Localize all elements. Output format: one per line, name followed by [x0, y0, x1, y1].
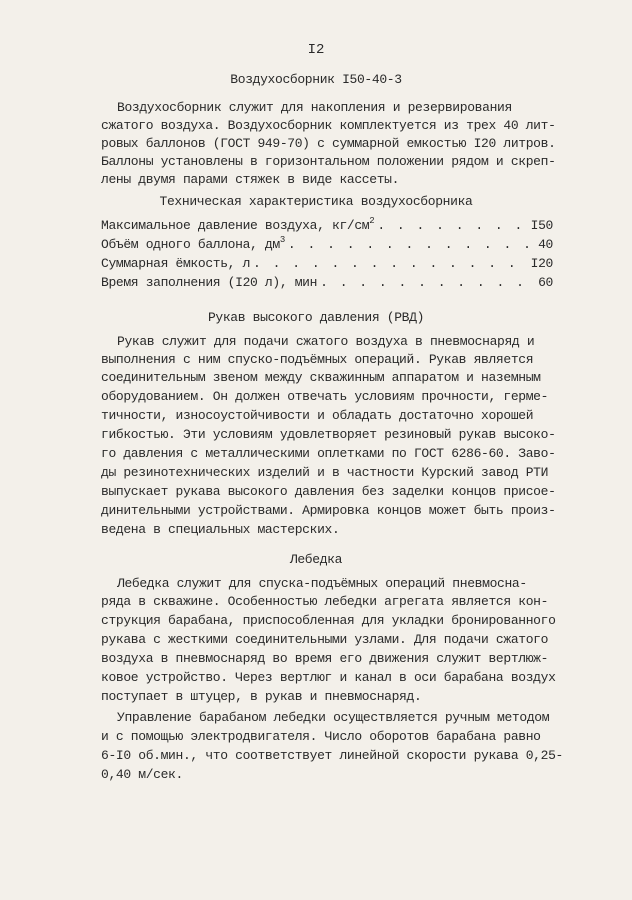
paragraph-line: ковое устройство. Через вертлюг и канал в оси барабана воздух [101, 670, 556, 685]
paragraph-line: поступает в штуцер, в рукав и пневмоснаряд. [101, 689, 422, 704]
paragraph-line: гибкостью. Эти условиям удовлетворяет резиновый рукав высоко- [101, 427, 556, 442]
paragraph-line: соединительным звеном между скважинным аппаратом и наземным [101, 370, 541, 385]
leader-dots [288, 237, 535, 253]
spec-value: 60 [538, 275, 553, 290]
spec-unit-exponent: 3 [279, 235, 285, 245]
paragraph-line: Баллоны установлены в горизонтальном положении рядом и скреп- [101, 154, 556, 169]
paragraph-line: 6-I0 об.мин., что соответствует линейной скорости рукава 0,25- [101, 748, 563, 763]
spec-value: I20 [530, 256, 553, 271]
paragraph-line: и с помощью электродвигателя. Число оборотов барабана равно [101, 729, 541, 744]
paragraph-line: лены двумя парами стяжек в виде кассеты. [101, 172, 400, 187]
section-title-winch: Лебедка [289, 552, 343, 567]
paragraph-line: Рукав служит для подачи сжатого воздуха в пневмоснаряд и [117, 334, 535, 349]
spec-value: 40 [538, 237, 553, 252]
paragraph-line: оборудованием. Он должен отвечать условиям прочности, герме- [101, 389, 549, 404]
paragraph-line: Воздухосборник служит для накопления и резервирования [117, 100, 512, 115]
paragraph-line: рукава с жесткими соединительными узлами. Для подачи сжатого [101, 632, 549, 647]
spec-row [101, 275, 553, 291]
leader-dots [320, 275, 535, 291]
section-title-high-pressure-hose: Рукав высокого давления (РВД) [207, 310, 425, 325]
paragraph-line: Управление барабаном лебедки осуществляется ручным методом [117, 710, 550, 725]
paragraph-line: го давления с металлическими оплетками по ГОСТ 6286-60. Заво- [101, 446, 556, 461]
spec-name: Суммарная ёмкость, л [101, 256, 251, 271]
paragraph-line: ровых баллонов (ГОСТ 949-70) с суммарной емкостью I20 литров. [101, 136, 556, 151]
leader-dots [377, 218, 527, 234]
spec-name: Время заполнения (I20 л), мин [101, 275, 318, 290]
paragraph-line: воздуха в пневмоснаряд во время его движения служит вертлюж- [101, 651, 549, 666]
spec-table-title: Техническая характеристика воздухосборника [159, 194, 473, 209]
spec-name: Максимальное давление воздуха, кг/см [101, 218, 370, 233]
paragraph-line: Лебедка служит для спуска-подъёмных операций пневмосна- [117, 576, 527, 591]
spec-row [101, 237, 553, 253]
section-title-air-receiver: Воздухосборник I50-40-3 [230, 72, 402, 87]
spec-row [101, 256, 553, 272]
paragraph-line: выполнения с ним спуско-подъёмных операций. Рукав является [101, 352, 534, 367]
paragraph-line: ведена в специальных мастерских. [101, 522, 340, 537]
paragraph-line: ряда в скважине. Особенностью лебедки агрегата является кон- [101, 594, 549, 609]
spec-row [101, 218, 553, 234]
paragraph-line: выпускает рукава высокого давления без заделки концов присое- [101, 484, 556, 499]
spec-unit-exponent: 2 [369, 216, 375, 226]
paragraph-line: тичности, износоустойчивости и обладать достаточно хорошей [101, 408, 534, 423]
paragraph-line: 0,40 м/сек. [101, 767, 183, 782]
paragraph-line: сжатого воздуха. Воздухосборник комплектуется из трех 40 лит- [101, 118, 556, 133]
spec-name: Объём одного баллона, дм [101, 237, 280, 252]
page-number: I2 [307, 42, 325, 58]
paragraph-line: динительными устройствами. Армировка концов может быть произ- [101, 503, 556, 518]
leader-dots [253, 256, 528, 272]
paragraph-line: ды резинотехнических изделий и в частности Курский завод РТИ [101, 465, 549, 480]
paragraph-line: струкция барабана, приспособленная для укладки бронированного [101, 613, 556, 628]
spec-value: I50 [530, 218, 553, 233]
